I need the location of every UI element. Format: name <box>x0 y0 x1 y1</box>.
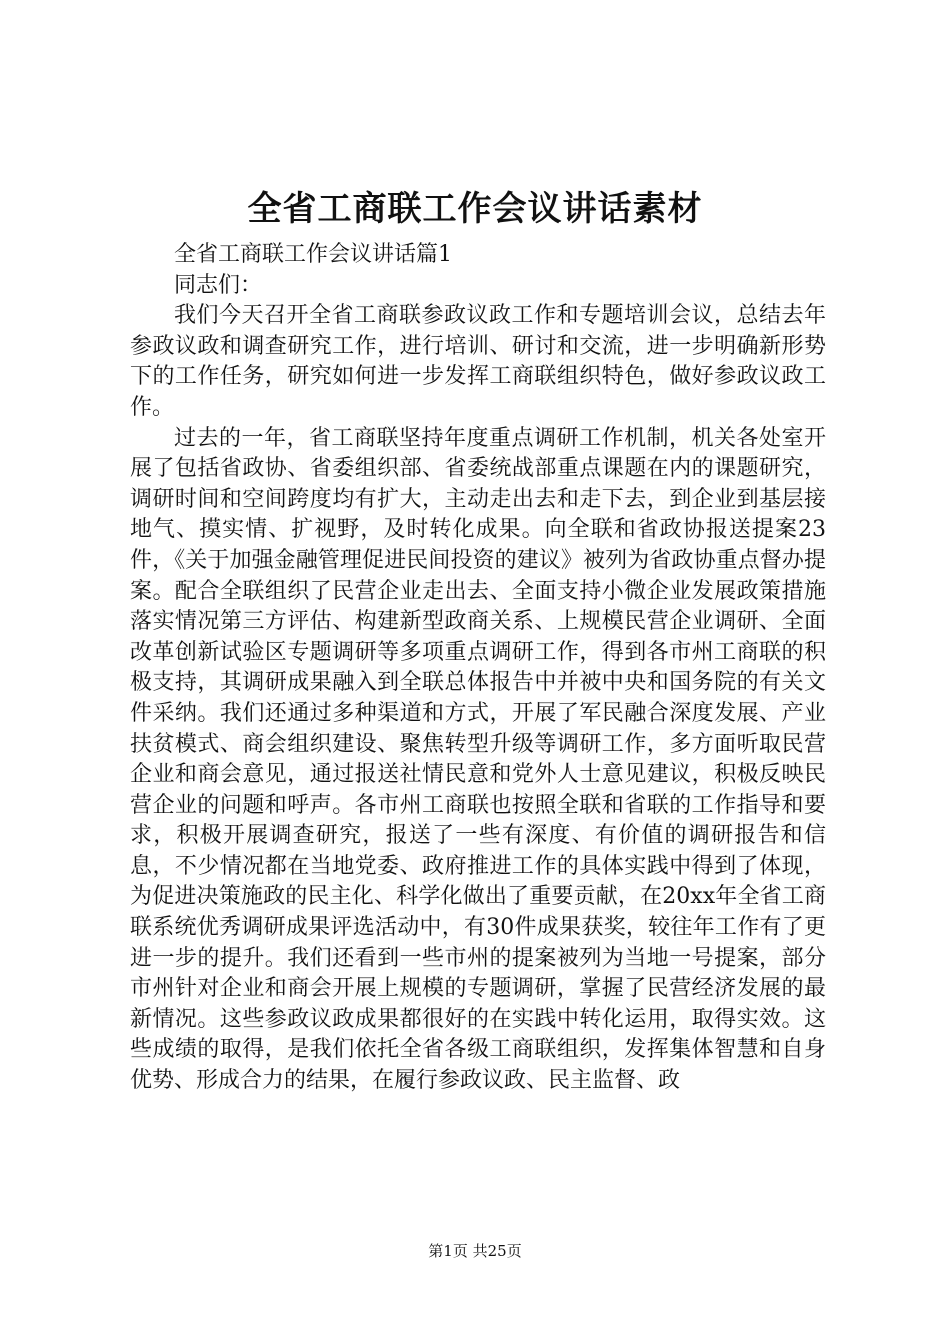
salutation: 同志们： <box>174 272 263 298</box>
paragraph-1: 我们今天召开全省工商联参政议政工作和专题培训会议，总结去年参政议政和调查研究工作，进行培训、研讨和交流，进一步明确新形势下的工作任务，研究如何进一步发挥工商联组织特色，做好参政议政工作。 <box>130 303 826 420</box>
document-body <box>130 240 826 1097</box>
paragraph-2: 过去的一年，省工商联坚持年度重点调研工作机制，机关各处室开展了包括省政协、省委组织部、省委统战部重点课题在内的课题研究，调研时间和空间跨度均有扩大，主动走出去和走下去，到企业到基层接地气、摸实情、扩视野，及时转化成果。向全联和省政协报送提案23件，《关于加强金融管理促进民间投资的建议》被列为省政协重点督办提案。配合全联组织了民营企业走出去、全面支持小微企业发展政策措施落实情况第三方评估、构建新型政商关系、上规模民营企业调研、全面改革创新试验区专题调研等多项重点调研工作，得到各市州工商联的积极支持，其调研成果融入到全联总体报告中并被中央和国务院的有关文件采纳。我们还通过多种渠道和方式，开展了军民融合深度发展、产业扶贫模式、商会组织建设、聚焦转型升级等调研工作，多方面听取民营企业和商会意见，通过报送社情民意和党外人士意见建议，积极反映民营企业的问题和呼声。各市州工商联也按照全联和省联的工作指导和要求，积极开展调查研究，报送了一些有深度、有价值的调研报告和信息，不少情况都在当地党委、政府推进工作的具体实践中得到了体现，为促进决策施政的民主化、科学化做出了重要贡献，在20xx年全省工商联系统优秀调研成果评选活动中，有30件成果获奖，较往年工作有了更进一步的提升。我们还看到一些市州的提案被列为当地一号提案，部分市州针对企业和商会开展上规模的专题调研，掌握了民营经济发展的最新情况。这些参政议政成果都很好的在实践中转化运用，取得实效。这些成绩的取得，是我们依托全省各级工商联组织，发挥集体智慧和自身优势、形成合力的结果，在履行参政议政、民主监督、政 <box>130 425 826 1094</box>
page-number-footer: 第1页 共25页 <box>428 1242 522 1260</box>
document-title: 全省工商联工作会议讲话素材 <box>247 189 703 229</box>
subheading: 全省工商联工作会议讲话篇1 <box>174 242 452 267</box>
